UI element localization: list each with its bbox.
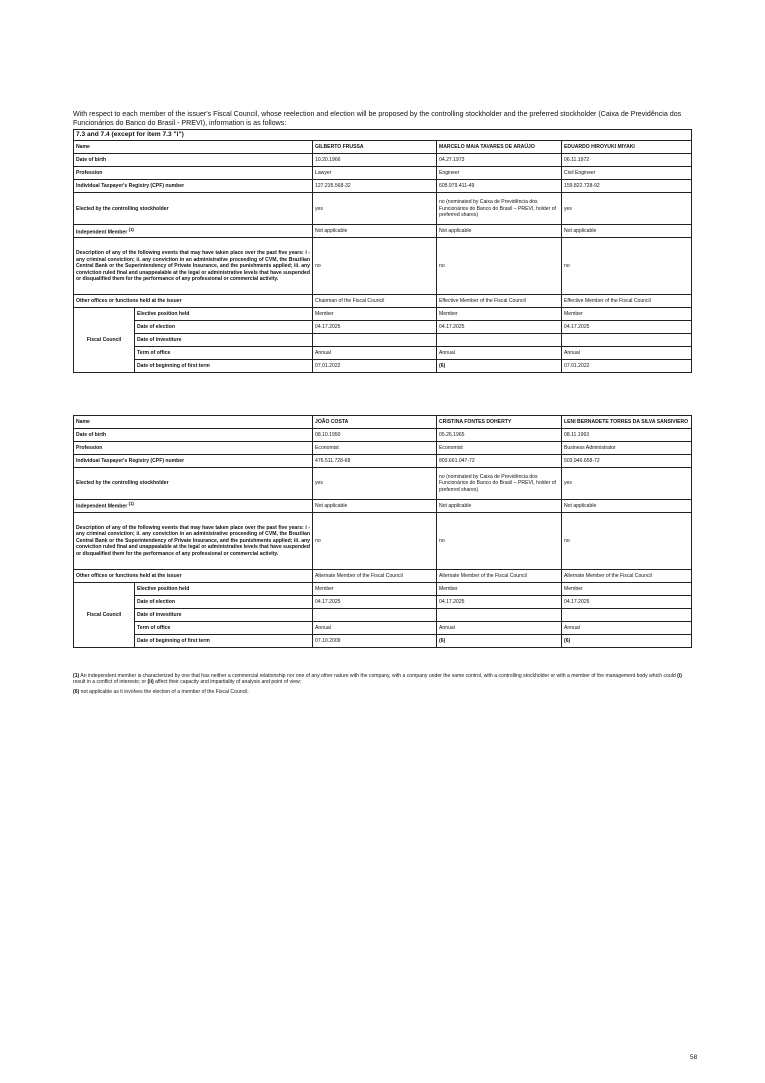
label-fiscal-council: Fiscal Council [74, 308, 135, 373]
member-investiture [437, 609, 562, 622]
member-description: no [313, 513, 437, 570]
member-other-offices: Effective Member of the Fiscal Council [562, 295, 692, 308]
label-elective-position: Elective position held [135, 308, 313, 321]
footnote-6-text: not applicable as it involves the election of a member of the Fiscal Council. [79, 688, 249, 695]
member-name: GILBERTO FRUSSA [313, 141, 437, 154]
member-description: no [562, 513, 692, 570]
label-independent-text: Independent Member [76, 504, 128, 511]
label-date-of-birth: Date of birth [74, 154, 313, 167]
label-description: Description of any of the following events that may have taken place over the past five years: i - any criminal conviction; ii. any conviction in an administrative proceeding of CVM, the Brazilian Central Bank or the Superintendency of Private Insurance, and the punishments applied; iii. any conviction ruled final and unappealable at the legal or administrative levels that have suspended or disqualified them for the performance of any professional or commercial activity. [74, 238, 313, 295]
label-independent [74, 500, 313, 513]
member-term: Annual [313, 347, 437, 360]
label-other-offices: Other offices or functions held at the issuer [74, 570, 313, 583]
member-dob: 08.10.1950 [313, 429, 437, 442]
label-date-of-investiture: Date of investiture [135, 609, 313, 622]
label-date-of-investiture: Date of investiture [135, 334, 313, 347]
member-name: EDUARDO HIROYUKI MIYAKI [562, 141, 692, 154]
member-investiture [313, 609, 437, 622]
member-dob: 05.26.1965 [437, 429, 562, 442]
member-profession: Civil Engineer [562, 167, 692, 180]
footnote-1-text: affect their capacity and impartiality of analysis and point of view; [153, 679, 302, 686]
member-cpf: 803.661.047-72 [437, 455, 562, 468]
member-term: Annual [437, 347, 562, 360]
member-elected: yes [562, 193, 692, 225]
footnote-1-ref-ii: (ii) [147, 679, 154, 686]
label-elected: Elected by the controlling stockholder [74, 193, 313, 225]
member-profession: Economist [313, 442, 437, 455]
footnote-6 [73, 689, 691, 695]
member-cpf: 127.235.568-32 [313, 180, 437, 193]
label-elected: Elected by the controlling stockholder [74, 468, 313, 500]
member-election: 04.17.2025 [562, 321, 692, 334]
member-term: Annual [437, 622, 562, 635]
member-cpf: 503.946.658-72 [562, 455, 692, 468]
member-investiture [313, 334, 437, 347]
label-first-term: Date of beginning of first term [135, 360, 313, 373]
member-election: 04.17.2025 [562, 596, 692, 609]
member-elected: yes [313, 468, 437, 500]
member-other-offices: Chairman of the Fiscal Council [313, 295, 437, 308]
member-name: MARCELO MAIA TAVARES DE ARAÚJO [437, 141, 562, 154]
label-term-of-office: Term of office [135, 347, 313, 360]
label-cpf: Individual Taxpayer's Registry (CPF) number [74, 180, 313, 193]
member-position: Member [437, 308, 562, 321]
label-description: Description of any of the following events that may have taken place over the past five years: i - any criminal conviction; ii. any conviction in an administrative proceeding of CVM, the Brazilian Central Bank or the Superintendency of Private Insurance, and the punishments applied; iii. any conviction ruled final and unappealable at the legal or administrative levels that have suspended or disqualified them for the performance of any professional or commercial activity. [74, 513, 313, 570]
footnote-6-marker: (6) [73, 688, 80, 695]
member-first-term: (6) [437, 635, 562, 648]
member-first-term: (6) [437, 360, 562, 373]
footnote-1-text: result in a conflict of interests; or [73, 679, 148, 686]
member-dob: 04.27.1973 [437, 154, 562, 167]
member-term: Annual [562, 347, 692, 360]
member-first-term: 07.01.2022 [562, 360, 692, 373]
member-election: 04.17.2025 [437, 321, 562, 334]
member-investiture [437, 334, 562, 347]
label-fiscal-council: Fiscal Council [74, 583, 135, 648]
member-description: no [437, 238, 562, 295]
label-elective-position: Elective position held [135, 583, 313, 596]
intro-text: With respect to each member of the issuer's Fiscal Council, whose reelection and election will be proposed by the controlling stockholder and the preferred stockholder (Caixa de Previdência dos Funcionários do Banco do Brasil - PREVI), information is as follows: [73, 110, 682, 127]
member-term: Annual [313, 622, 437, 635]
footnote-1-text: An independent member is characterized by one that has neither a commercial relationship nor one of any other nature with the company, with a company under the same control, with a controlling stockholder or with a member of the management body which could [79, 673, 678, 679]
member-position: Member [313, 583, 437, 596]
member-name: JOÃO COSTA [313, 416, 437, 429]
member-cpf: 476.511.728-68 [313, 455, 437, 468]
footnote-ref: (1) [128, 501, 134, 507]
member-independent: Not applicable [562, 500, 692, 513]
member-profession: Business Administrator [562, 442, 692, 455]
member-description: no [562, 238, 692, 295]
label-name: Name [74, 141, 313, 154]
member-dob: 08.11.1963 [562, 429, 692, 442]
footnote-ref: (1) [128, 226, 134, 232]
member-first-term: 07.10.2009 [313, 635, 437, 648]
member-name: LENI BERNADETE TORRES DA SILVA SANSIVIERO [562, 416, 692, 429]
label-profession: Profession [74, 167, 313, 180]
member-cpf: 159.822.728-92 [562, 180, 692, 193]
member-election: 04.17.2025 [437, 596, 562, 609]
fiscal-council-table-2 [73, 415, 692, 648]
member-name: CRISTINA FONTES DOHERTY [437, 416, 562, 429]
page-number: 58 [690, 1054, 698, 1061]
member-term: Annual [562, 622, 692, 635]
label-date-of-birth: Date of birth [74, 429, 313, 442]
fiscal-council-table-1 [73, 129, 692, 373]
label-name: Name [74, 416, 313, 429]
label-first-term: Date of beginning of first term [135, 635, 313, 648]
member-profession: Economist [437, 442, 562, 455]
member-position: Member [437, 583, 562, 596]
label-other-offices: Other offices or functions held at the issuer [74, 295, 313, 308]
member-other-offices: Effective Member of the Fiscal Council [437, 295, 562, 308]
label-independent [74, 225, 313, 238]
member-profession: Engineer [437, 167, 562, 180]
footnotes [73, 673, 691, 698]
member-independent: Not applicable [437, 225, 562, 238]
member-other-offices: Alternate Member of the Fiscal Council [313, 570, 437, 583]
member-position: Member [562, 583, 692, 596]
member-first-term: 07.01.2022 [313, 360, 437, 373]
label-date-of-election: Date of election [135, 596, 313, 609]
member-position: Member [313, 308, 437, 321]
member-independent: Not applicable [562, 225, 692, 238]
footnote-1-marker: (1) [73, 673, 80, 679]
label-cpf: Individual Taxpayer's Registry (CPF) number [74, 455, 313, 468]
member-first-term: (6) [562, 635, 692, 648]
member-other-offices: Alternate Member of the Fiscal Council [437, 570, 562, 583]
member-other-offices: Alternate Member of the Fiscal Council [562, 570, 692, 583]
member-election: 04.17.2025 [313, 321, 437, 334]
member-investiture [562, 334, 692, 347]
member-independent: Not applicable [313, 500, 437, 513]
footnote-1 [73, 673, 691, 686]
member-independent: Not applicable [437, 500, 562, 513]
label-date-of-election: Date of election [135, 321, 313, 334]
member-description: no [313, 238, 437, 295]
section-title: 7.3 and 7.4 (except for item 7.3 "i") [74, 130, 692, 141]
label-independent-text: Independent Member [76, 229, 128, 236]
footnote-1-ref-i: (i) [677, 673, 682, 679]
member-election: 04.17.2025 [313, 596, 437, 609]
member-elected: yes [313, 193, 437, 225]
member-elected: no (nominated by Caixa de Previdência dos Funcionários do Banco do Brasil – PREVI, holder of preferred shares) [437, 468, 562, 500]
member-elected: yes [562, 468, 692, 500]
member-dob: 10.20.1966 [313, 154, 437, 167]
member-elected: no (nominated by Caixa de Previdência dos Funcionários do Banco do Brasil – PREVI, holder of preferred shares) [437, 193, 562, 225]
member-cpf: 605.979.411-49 [437, 180, 562, 193]
member-dob: 06.11.1972 [562, 154, 692, 167]
member-profession: Lawyer [313, 167, 437, 180]
member-independent: Not applicable [313, 225, 437, 238]
member-position: Member [562, 308, 692, 321]
label-term-of-office: Term of office [135, 622, 313, 635]
label-profession: Profession [74, 442, 313, 455]
member-investiture [562, 609, 692, 622]
member-description: no [437, 513, 562, 570]
